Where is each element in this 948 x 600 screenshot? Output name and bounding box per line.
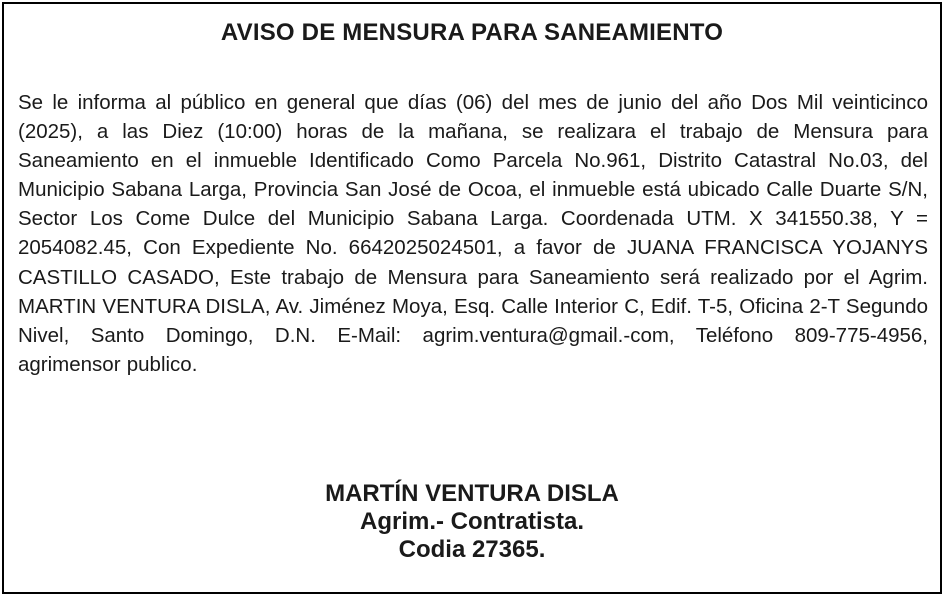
notice-frame: [2, 2, 942, 594]
notice-body: Se le informa al público en general que días (06) del mes de junio del año Dos Mil veinticinco (2025), a las Diez (10:00) horas de la mañana, se realizara el trabajo de Mensura para Saneamiento en el inmueble Identificado Como Parcela No.961, Distrito Catastral No.03, del Municipio Sabana Larga, Provincia San José de Ocoa, el inmueble está ubicado Calle Duarte S/N, Sector Los Come Dulce del Municipio Sabana Larga. Coordenada UTM. X 341550.38, Y = 2054082.45, Con Expediente No. 6642025024501, a favor de JUANA FRANCISCA YOJANYS CASTILLO CASADO, Este trabajo de Mensura para Saneamiento será realizado por el Agrim. MARTIN VENTURA DISLA, Av. Jiménez Moya, Esq. Calle Interior C, Edif. T-5, Oficina 2-T Segundo Nivel, Santo Domingo, D.N. E-Mail: agrim.ventura@gmail.-com, Teléfono 809-775-4956, agrimensor publico.: [18, 91, 928, 376]
notice-title: AVISO DE MENSURA PARA SANEAMIENTO: [220, 19, 724, 46]
signature-name: MARTÍN VENTURA DISLA: [325, 480, 619, 507]
signature-codia: Codia 27365.: [398, 536, 546, 563]
signature-role: Agrim.- Contratista.: [359, 508, 584, 535]
signature-block: [4, 480, 940, 564]
